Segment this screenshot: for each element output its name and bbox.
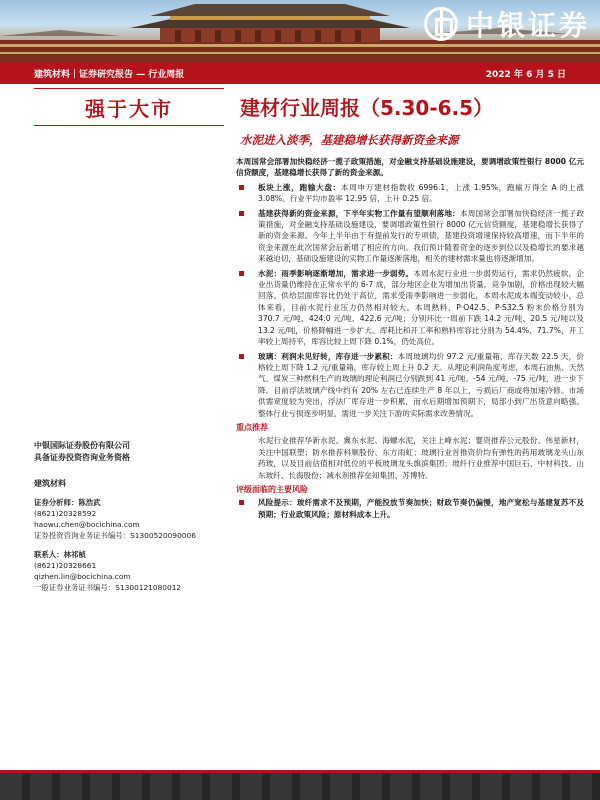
bullet-cement bbox=[236, 268, 584, 348]
bullet-square-icon bbox=[239, 354, 244, 359]
bullet-risk bbox=[236, 497, 584, 520]
bank-logo-icon bbox=[424, 7, 458, 41]
analyst1-phone: (8621)20328592 bbox=[34, 509, 97, 518]
report-body bbox=[236, 156, 584, 523]
bullet-heading: 风险提示： bbox=[258, 498, 297, 508]
risk-title: 评级面临的主要风险 bbox=[236, 484, 308, 494]
rating-box bbox=[34, 88, 224, 126]
bullet-square-icon bbox=[239, 211, 244, 216]
industry-label: 建筑材料 bbox=[34, 479, 66, 488]
risk-text: 玻纤需求不及预期，产能投放节奏加快；财政节奏仍偏慢，地产宽松与基建复苏不及预期；行业政策风险；原材料成本上升。 bbox=[258, 498, 585, 519]
bullet-heading: 水泥：雨季影响逐渐增加，需求进一步弱势。 bbox=[258, 268, 414, 278]
bullet-square-icon bbox=[239, 185, 244, 190]
report-date: 2022 年 6 月 5 日 bbox=[485, 69, 566, 80]
bullet-square-icon bbox=[239, 271, 244, 276]
analyst2-phone: (8621)20328661 bbox=[34, 561, 97, 570]
header-banner bbox=[0, 0, 600, 62]
bullet-text: 本周水泥行业进一步弱势运行，需求仍然疲软，企业出货量仍维持在正常水平的 6-7 成，部分地区企业为增加出货量，竞争加剧，价格出现较大幅回落。供给层面库容比仍处于高位，需求受雨季影响进一步弱化，本周水泥成本端变动较小，总体来看，目前水泥行业压力仍然相对较大。本周熟料、P·O42.5、P·S32.5 粉末价格分别为 370.7 元/吨、424.0 元/吨、422.6 元/吨；分别环比一周前下跌 14.2 元/吨、20.5 元/吨以及 13.2 元/吨，价格降幅进一步扩大。库耗比和开工率和熟料库容比分别为 54.4%、71.7%，开工率较上周持平，库容比较上周下降 0.1%，仍处高位。 bbox=[258, 268, 585, 347]
lead-paragraph: 本周国常会部署加快稳经济一揽子政策措施，对金融支持基础设施建设，要调增政策性银行 8000 亿元信贷额度，基建稳增长获得了新的资金来源。 bbox=[236, 157, 584, 178]
bullet-sector bbox=[236, 182, 584, 205]
bullet-square-icon bbox=[239, 500, 244, 505]
bullet-infrastructure bbox=[236, 208, 584, 265]
bullet-heading: 板块上涨，跑输大盘： bbox=[258, 182, 341, 192]
brand-name: 中银证券 bbox=[465, 9, 590, 42]
bullet-text: 本周国常会部署加快稳经济一揽子政策措施，对金融支持基础设施建设，要调增政策性银行 8000 亿元信贷额度，基建稳增长获得了新的资金来源。今年上半年由于有提前发行的专项债，基建投资增速保持较高增速，而下半年的资金来源在此次国常会后新增了相应的方向。我们预计随着资金的逐步到位以及稳增长的要求越来越迫切，基础设施建设的实物工作量逐渐落地，相关的建材需求量也将逐渐增加。 bbox=[258, 208, 585, 264]
analyst2-email[interactable]: qizhen.lin@bocichina.com bbox=[34, 572, 131, 581]
qualification: 具备证券投资咨询业务资格 bbox=[34, 453, 130, 462]
left-sidebar bbox=[34, 440, 224, 593]
report-title: 建材行业周报（5.30-6.5） bbox=[240, 96, 494, 120]
report-info-bar bbox=[0, 62, 600, 84]
brand bbox=[424, 4, 590, 44]
analyst1-email[interactable]: haowu.chen@bocichina.com bbox=[34, 520, 140, 529]
company-name: 中银国际证券股份有限公司 bbox=[34, 441, 130, 450]
bullet-heading: 基建获得新的资金来源，下半年实物工作量有望顺利落地： bbox=[258, 208, 460, 218]
bullet-glass bbox=[236, 351, 584, 419]
recommend-text: 水泥行业推荐华新水泥、冀东水泥、海螺水泥，关注上峰水泥；婴资推荐公元股份、伟星新材，关注中国联塑；防水推荐科顺股份、东方雨虹；玻璃行业首推资价均有弹性的药用玻璃龙头山东药玻，以及目前估值相对低位的平板玻璃龙头旗滨集团；玻纤行业推荐中国巨石、中材科技、山东玻纤、长海股份；减水剂推荐垒知集团、苏博特。 bbox=[258, 436, 584, 480]
rating-tag: 强于大市 bbox=[85, 96, 173, 121]
report-category: 建筑材料｜证券研究报告 — 行业周报 bbox=[34, 69, 185, 80]
analyst1-name: 证券分析师：陈浩武 bbox=[34, 498, 101, 507]
bullet-text: 本周玻璃均价 97.2 元/重量箱，库存天数 22.5 天，价格较上周下降 1.2 元/重量箱，库存较上周上升 0.2 天。从理论利润角度考虑，本周石油焦、天然气、煤炭三种燃料生产的玻璃的理论利润已分别跌到 41 元/吨、-54 元/吨、-75 元/吨，进一步下降。目前浮法玻璃产线中约有 20% 左右已连续生产 8 年以上，亏损后厂商或将加速冷修。市场供需宽度较为突出，浮法厂库存进一步积累，而水后期增加预期下，局部小到广出货意向略强。整体行业亏损逐步明显，需进一步关注下游的实际需求改善情况。 bbox=[258, 351, 584, 418]
bullet-heading: 玻璃：利润未见好转，库存进一步累积： bbox=[258, 351, 398, 361]
footer-image bbox=[0, 770, 600, 800]
analyst2-cert: 一般证券业务证书编号：S1300121080012 bbox=[34, 583, 182, 592]
recommend-title: 重点推荐 bbox=[236, 422, 268, 432]
bullet-text: 本周申万建材指数收 6996.1，上涨 1.95%，跑输万得全 A 的上涨 3.08%。行业平均市盈率 12.95 倍，上升 0.25 倍。 bbox=[258, 182, 585, 204]
report-subtitle: 水泥进入淡季，基建稳增长获得新资金来源 bbox=[240, 133, 459, 147]
analyst2-name: 联系人：林祁桢 bbox=[34, 550, 86, 559]
analyst1-cert: 证券投资咨询业务证书编号：S1300520090006 bbox=[34, 531, 196, 540]
